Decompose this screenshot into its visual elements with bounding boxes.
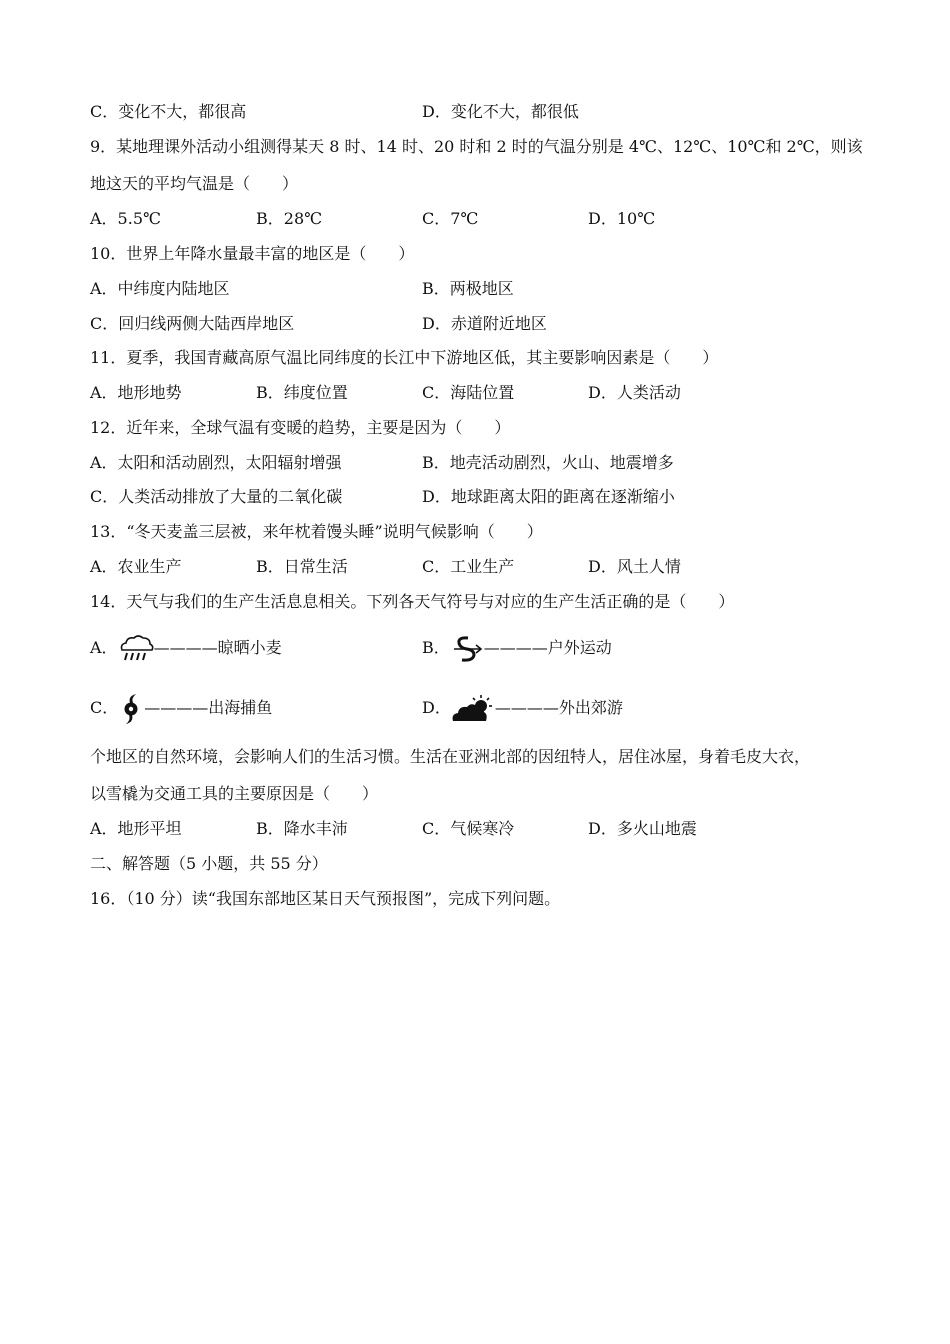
typhoon-icon (118, 693, 144, 725)
q15-option-c: C．气候寒冷 (422, 819, 515, 838)
q10-option-c: C．回归线两侧大陆西岸地区 (90, 314, 295, 333)
q14-option-a-text: ————晾晒小麦 (153, 638, 282, 657)
q11-option-c: C．海陆位置 (422, 383, 515, 402)
q10-stem: 10．世界上年降水量最丰富的地区是（ ） (90, 244, 415, 263)
q14-option-a-letter: A． (90, 638, 118, 657)
q13-option-c: C．工业生产 (422, 557, 515, 576)
q9-option-b: B．28℃ (256, 209, 323, 228)
q10-option-d: D．赤道附近地区 (422, 314, 547, 333)
q8-option-d: D．变化不大，都很低 (422, 102, 579, 121)
partly-cloudy-icon (451, 694, 495, 724)
q13-option-b: B．日常生活 (256, 557, 348, 576)
q12-option-b: B．地壳活动剧烈，火山、地震增多 (422, 453, 674, 472)
q14-stem: 14．天气与我们的生产生活息息相关。下列各天气符号与对应的生产生活正确的是（ ） (90, 592, 735, 611)
rain-cloud-icon (118, 634, 154, 664)
q15-stem-line2: 以雪橇为交通工具的主要原因是（ ） (90, 784, 379, 803)
q14-option-b-text: ————户外运动 (483, 638, 612, 657)
q12-option-c: C．人类活动排放了大量的二氧化碳 (90, 487, 343, 506)
q14-option-d-text: ————外出郊游 (494, 698, 623, 717)
q12-option-d: D．地球距离太阳的距离在逐渐缩小 (422, 487, 675, 506)
q14-option-c-text: ————出海捕鱼 (144, 698, 273, 717)
q14-option-a (90, 630, 282, 666)
q14-option-d (422, 690, 623, 726)
q12-option-a: A．太阳和活动剧烈，太阳辐射增强 (90, 453, 342, 472)
q13-stem: 13．“冬天麦盖三层被，来年枕着馒头睡”说明气候影响（ ） (90, 522, 543, 541)
q14-option-b-letter: B． (422, 638, 450, 657)
q11-option-d: D．人类活动 (588, 383, 681, 402)
q13-option-a: A．农业生产 (90, 557, 182, 576)
q14-option-c (90, 690, 272, 726)
sandstorm-icon (450, 634, 484, 664)
q9-option-a: A．5.5℃ (90, 209, 161, 228)
q16-stem: 16．（10 分）读“我国东部地区某日天气预报图”，完成下列问题。 (90, 889, 561, 908)
q14-option-c-letter: C． (90, 698, 119, 717)
q8-option-c: C．变化不大，都很高 (90, 102, 247, 121)
q11-stem: 11．夏季，我国青藏高原气温比同纬度的长江中下游地区低，其主要影响因素是（ ） (90, 348, 719, 367)
q14-option-b (422, 630, 612, 666)
q12-stem: 12．近年来，全球气温有变暖的趋势，主要是因为（ ） (90, 418, 511, 437)
q9-stem-line2: 地这天的平均气温是（ ） (90, 174, 299, 193)
q11-option-a: A．地形地势 (90, 383, 182, 402)
q9-option-c: C．7℃ (422, 209, 479, 228)
q15-option-b: B．降水丰沛 (256, 819, 348, 838)
q9-stem-line1: 9．某地理课外活动小组测得某天 8 时、14 时、20 时和 2 时的气温分别是 4℃、12℃、10℃和 2℃，则该 (90, 137, 863, 156)
q15-option-d: D．多火山地震 (588, 819, 697, 838)
section2-heading: 二、解答题（5 小题，共 55 分） (90, 854, 328, 873)
q13-option-d: D．风土人情 (588, 557, 681, 576)
q11-option-b: B．纬度位置 (256, 383, 348, 402)
q15-option-a: A．地形平坦 (90, 819, 182, 838)
q9-option-d: D．10℃ (588, 209, 656, 228)
q10-option-a: A．中纬度内陆地区 (90, 279, 230, 298)
q15-stem-line1: 个地区的自然环境，会影响人们的生活习惯。生活在亚洲北部的因纽特人，居住冰屋，身着毛皮大衣， (90, 747, 811, 766)
q14-option-d-letter: D． (422, 698, 451, 717)
q10-option-b: B．两极地区 (422, 279, 514, 298)
